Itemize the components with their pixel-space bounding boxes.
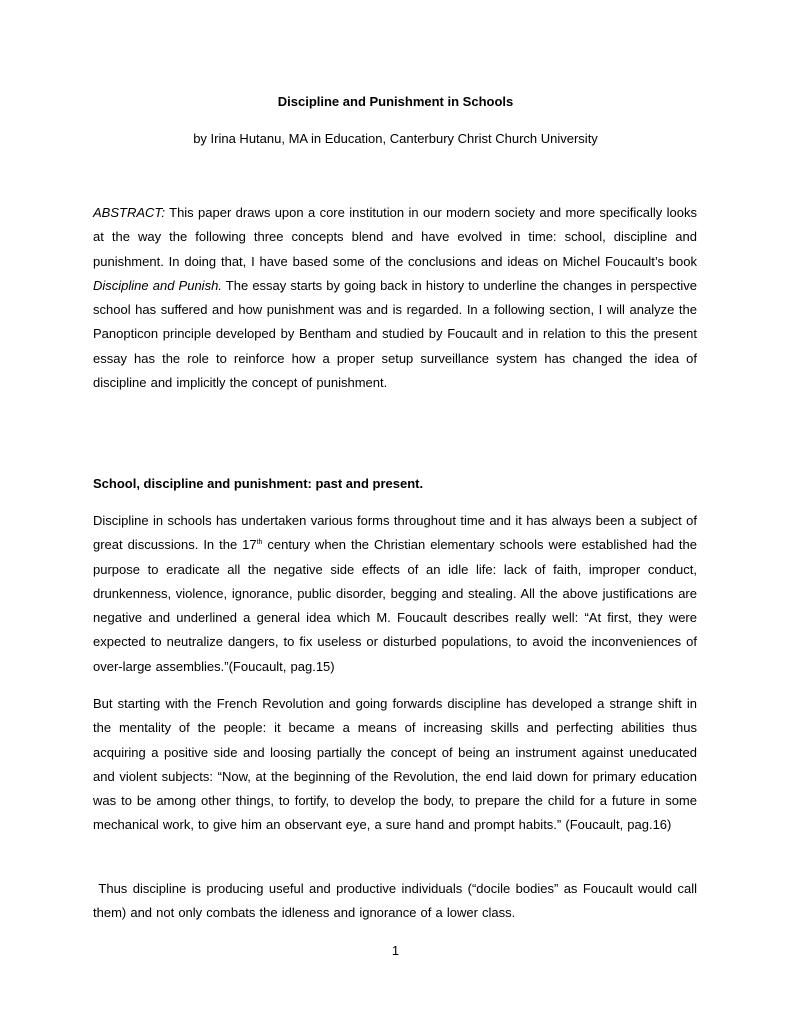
body-paragraph-3: Thus discipline is producing useful and productive individuals (“docile bodies” as Foucault would call them) and not only combats the idleness and ignorance of a lower class.	[93, 881, 697, 921]
book-title: Discipline and Punish.	[93, 277, 222, 293]
abstract-text-part-2: The essay starts by going back in history to underline the changes in perspective school has suffered and how punishment was and is regarded. In a following section, I will analyze the Panopticon principle developed by Bentham and studied by Foucault and in relation to this the present essay has the role to reinforce how a proper setup surveillance system has changed the idea of discipline and implicitly the concept of punishment.	[93, 277, 698, 391]
section-heading: School, discipline and punishment: past and present.	[93, 476, 424, 491]
author-byline: by Irina Hutanu, MA in Education, Canterbury Christ Church University	[193, 131, 598, 146]
page-number: 1	[391, 943, 400, 958]
abstract-paragraph	[93, 201, 697, 395]
document-title: Discipline and Punishment in Schools	[277, 94, 514, 109]
paragraph-1-text-b: century when the Christian elementary schools were established had the purpose to eradicate all the negative side effects of an idle life: lack of faith, improper conduct, drunkenness, violence, ignorance, public disorder, begging and stealing. All the above justifications are negative and underlined a general idea which M. Foucault describes really well: “At first, they were expected to neutralize dangers, to fix useless or disturbed populations, to avoid the inconveniences of over-large assemblies.”(Foucault, pag.15)	[93, 537, 697, 674]
abstract-text-part-1: This paper draws upon a core institution in our modern society and more specifically looks at the way the following three concepts blend and have evolved in time: school, discipline and punishment. In doing that, I have based some of the conclusions and ideas on Michel Foucault’s book	[93, 205, 697, 269]
paragraph-1-text-a: Discipline in schools has undertaken various forms throughout time and it has always been a subject of great discussions. In the 17	[93, 513, 697, 553]
ordinal-superscript: th	[256, 539, 263, 547]
body-paragraph-1	[93, 509, 697, 679]
abstract-label: ABSTRACT:	[93, 205, 165, 220]
body-paragraph-2: But starting with the French Revolution and going forwards discipline has developed a strange shift in the mentality of the people: it became a means of increasing skills and perfecting abilities thus acquiring a positive side and loosing partially the concept of being an instrument against uneducated and violent subjects: “Now, at the beginning of the Revolution, the end laid down for primary education was to be among other things, to fortify, to develop the body, to prepare the child for a future in some mechanical work, to give him an observant eye, a sure hand and prompt habits.” (Foucault, pag.16)	[93, 696, 697, 833]
